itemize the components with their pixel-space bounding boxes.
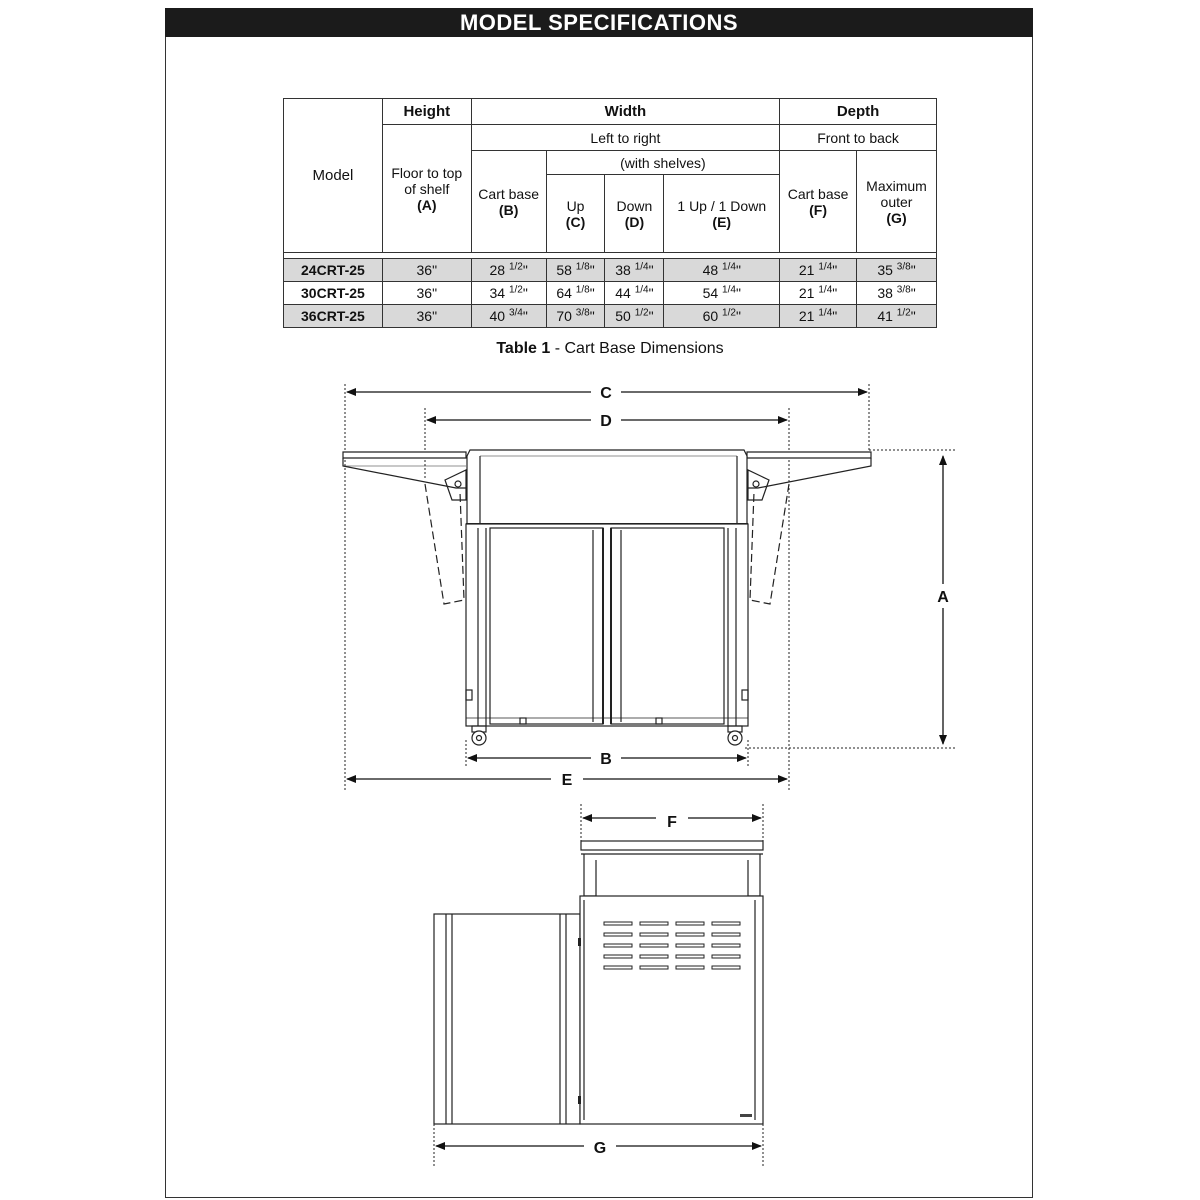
width-c-cell: 70 $^{3/8}$"	[546, 305, 605, 328]
model-cell: 36CRT-25	[284, 305, 383, 328]
height-a-cell: 36"	[382, 305, 471, 328]
header-model: Model	[284, 99, 383, 253]
dimension-label-f: F	[667, 814, 677, 831]
width-b-cell: 28 $^{1/2}$"	[471, 259, 546, 282]
dimension-label-b: B	[600, 751, 612, 768]
header-cart-base-width: Cart base (B)	[471, 151, 546, 253]
front-view	[343, 384, 955, 790]
depth-g-cell: 38 $^{3/8}$"	[857, 282, 937, 305]
header-up-down: 1 Up / 1 Down (E)	[664, 175, 780, 253]
depth-g-cell: 41 $^{1/2}$"	[857, 305, 937, 328]
header-left-to-right: Left to right	[471, 125, 779, 151]
width-e-cell: 48 $^{1/4}$"	[664, 259, 780, 282]
page-title: MODEL SPECIFICATIONS	[165, 8, 1033, 37]
header-down: Down (D)	[605, 175, 664, 253]
depth-g-cell: 35 $^{3/8}$"	[857, 259, 937, 282]
header-height: Height	[382, 99, 471, 125]
dimension-label-e: E	[561, 772, 573, 789]
side-view	[434, 804, 763, 1168]
depth-f-cell: 21 $^{1/4}$"	[780, 282, 857, 305]
header-depth: Depth	[780, 99, 937, 125]
width-d-cell: 50 $^{1/2}$"	[605, 305, 664, 328]
dimension-label-c: C	[600, 385, 612, 402]
width-b-cell: 34 $^{1/2}$"	[471, 282, 546, 305]
width-d-cell: 44 $^{1/4}$"	[605, 282, 664, 305]
header-floor-to-top: Floor to top of shelf (A)	[382, 125, 471, 253]
model-cell: 30CRT-25	[284, 282, 383, 305]
width-b-cell: 40 $^{3/4}$"	[471, 305, 546, 328]
width-c-cell: 58 $^{1/8}$"	[546, 259, 605, 282]
model-cell: 24CRT-25	[284, 259, 383, 282]
depth-f-cell: 21 $^{1/4}$"	[780, 259, 857, 282]
width-c-cell: 64 $^{1/8}$"	[546, 282, 605, 305]
header-maximum-outer: Maximum outer (G)	[857, 151, 937, 253]
header-with-shelves: (with shelves)	[546, 151, 780, 175]
width-e-cell: 60 $^{1/2}$"	[664, 305, 780, 328]
height-a-cell: 36"	[382, 259, 471, 282]
dimension-label-a: A	[937, 589, 949, 606]
height-a-cell: 36"	[382, 282, 471, 305]
header-width: Width	[471, 99, 779, 125]
width-d-cell: 38 $^{1/4}$"	[605, 259, 664, 282]
dimension-label-d: D	[600, 413, 612, 430]
header-cart-base-depth: Cart base (F)	[780, 151, 857, 253]
width-e-cell: 54 $^{1/4}$"	[664, 282, 780, 305]
dimension-label-g: G	[593, 1140, 607, 1157]
header-up: Up (C)	[546, 175, 605, 253]
depth-f-cell: 21 $^{1/4}$"	[780, 305, 857, 328]
table-caption: Table 1 - Cart Base Dimensions	[496, 340, 724, 357]
header-front-to-back: Front to back	[780, 125, 937, 151]
